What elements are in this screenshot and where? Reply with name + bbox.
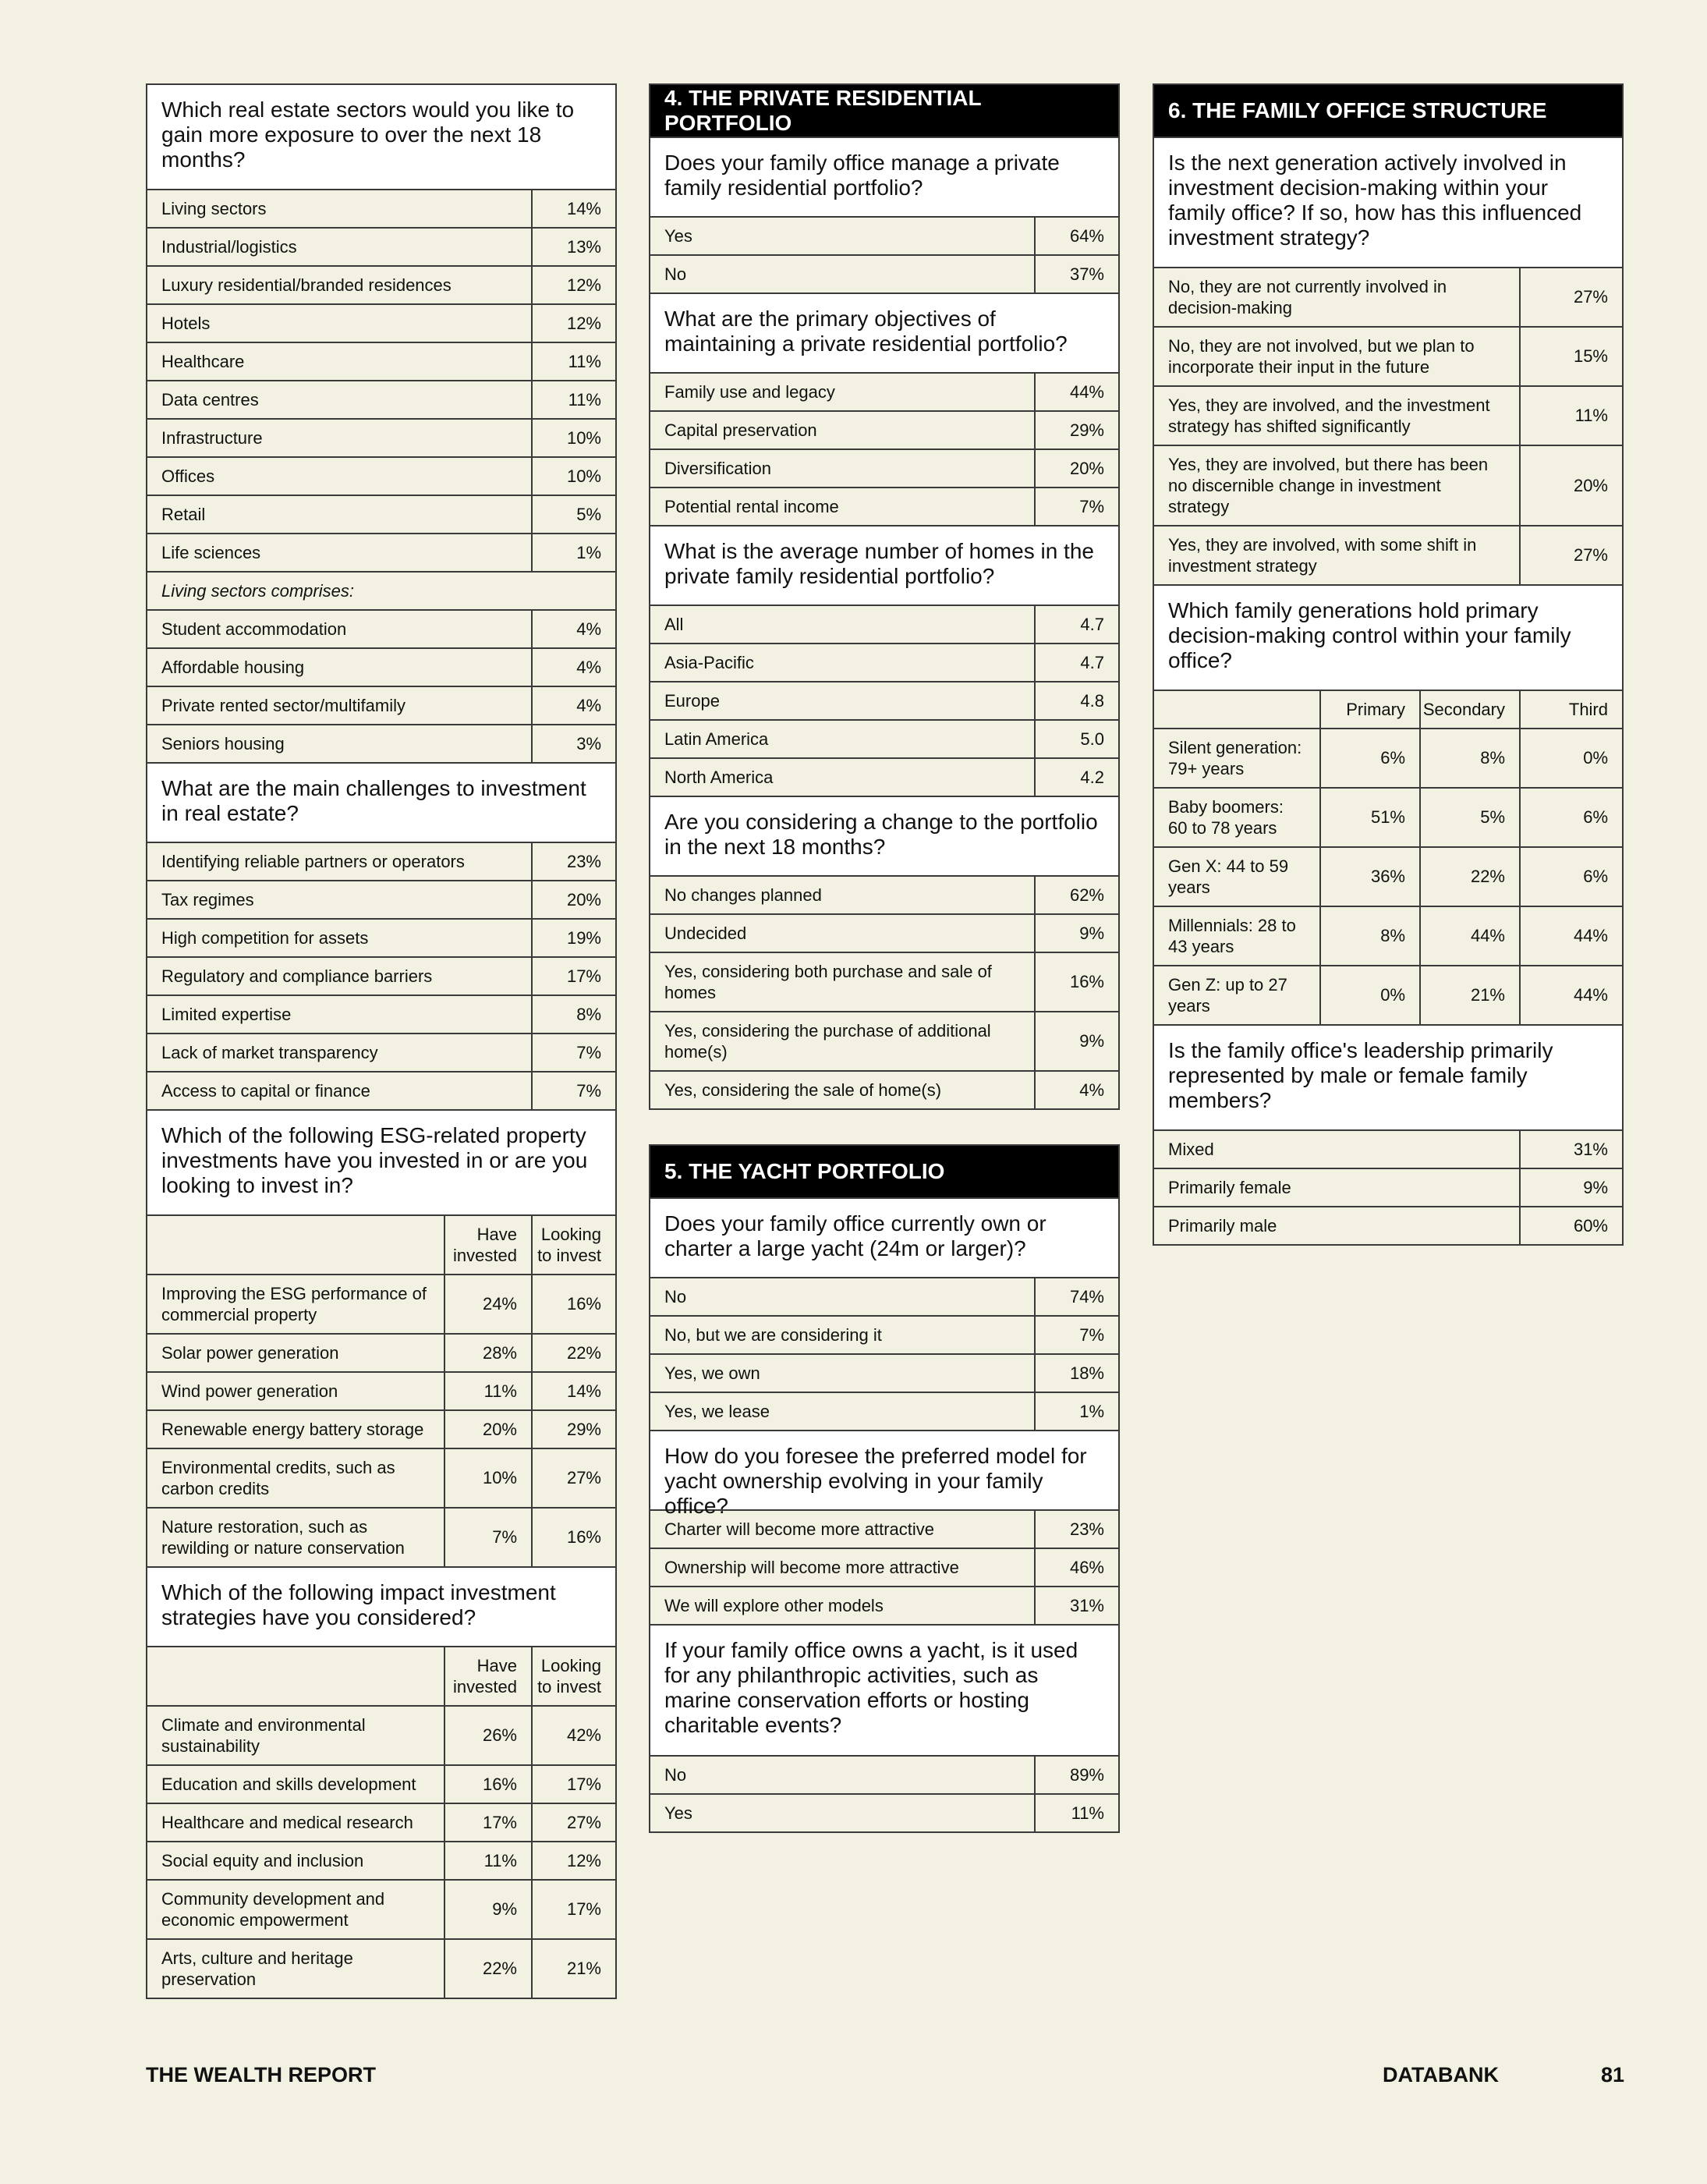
row-label: Silent generation: 79+ years bbox=[1168, 738, 1302, 778]
table-row bbox=[650, 488, 1118, 526]
table-row bbox=[147, 687, 615, 725]
row-value: 23% bbox=[1034, 1511, 1118, 1548]
section-title: 6. THE FAMILY OFFICE STRUCTURE bbox=[1154, 85, 1622, 138]
table-row bbox=[1154, 526, 1622, 586]
table-row bbox=[650, 915, 1118, 953]
row-label: Yes bbox=[664, 226, 692, 246]
generations-table-header bbox=[1154, 691, 1622, 729]
table-row bbox=[650, 644, 1118, 682]
row-label: No bbox=[664, 1765, 687, 1785]
row-label: All bbox=[664, 615, 684, 634]
row-value: 27% bbox=[1519, 526, 1622, 584]
row-value: 37% bbox=[1034, 256, 1118, 292]
row-value: 13% bbox=[531, 229, 615, 265]
row-label: Potential rental income bbox=[664, 497, 839, 516]
row-label: Improving the ESG performance of commercial property bbox=[161, 1284, 427, 1324]
table-row bbox=[147, 1707, 615, 1766]
have-invested-value: 11% bbox=[444, 1842, 531, 1879]
row-value: 4.7 bbox=[1034, 644, 1118, 681]
row-label: Gen Z: up to 27 years bbox=[1168, 975, 1287, 1016]
question-portfolio-change: Are you considering a change to the portfolio in the next 18 months? bbox=[650, 797, 1118, 877]
table-row bbox=[1154, 729, 1622, 789]
row-value: 4% bbox=[531, 687, 615, 724]
row-label: Retail bbox=[161, 505, 206, 524]
have-invested-value: 17% bbox=[444, 1804, 531, 1841]
row-label: Seniors housing bbox=[161, 734, 285, 753]
row-value: 46% bbox=[1034, 1549, 1118, 1586]
table-row bbox=[147, 305, 615, 343]
row-value: 10% bbox=[531, 420, 615, 456]
row-label: Yes bbox=[664, 1803, 692, 1823]
table-row bbox=[650, 1317, 1118, 1355]
table-row bbox=[650, 606, 1118, 644]
row-label: We will explore other models bbox=[664, 1596, 884, 1615]
table-row bbox=[1154, 966, 1622, 1026]
row-label: Social equity and inclusion bbox=[161, 1851, 364, 1870]
row-label: Yes, considering the purchase of additional home(s) bbox=[664, 1021, 991, 1062]
table-row bbox=[147, 1881, 615, 1940]
table-row bbox=[147, 534, 615, 573]
row-value: 11% bbox=[531, 343, 615, 380]
family-office-structure-section bbox=[1153, 83, 1624, 1246]
row-value: 7% bbox=[1034, 1317, 1118, 1353]
table-row bbox=[147, 343, 615, 381]
table-row bbox=[650, 682, 1118, 721]
have-invested-value: 28% bbox=[444, 1335, 531, 1371]
table-row bbox=[147, 1766, 615, 1804]
header-third: Third bbox=[1519, 691, 1622, 728]
row-value: 1% bbox=[1034, 1393, 1118, 1430]
table-row bbox=[147, 1940, 615, 1999]
row-value: 7% bbox=[1034, 488, 1118, 525]
row-value: 3% bbox=[531, 725, 615, 762]
row-label: No bbox=[664, 1287, 687, 1306]
publication-name: THE WEALTH REPORT bbox=[146, 2063, 376, 2086]
table-row bbox=[1154, 328, 1622, 387]
table-row bbox=[1154, 1169, 1622, 1207]
secondary-value: 22% bbox=[1419, 848, 1519, 906]
table-row bbox=[650, 218, 1118, 256]
looking-to-invest-value: 17% bbox=[531, 1766, 615, 1803]
secondary-value: 21% bbox=[1419, 966, 1519, 1024]
table-row bbox=[650, 1549, 1118, 1587]
secondary-value: 8% bbox=[1419, 729, 1519, 787]
table-row bbox=[650, 759, 1118, 797]
third-value: 44% bbox=[1519, 907, 1622, 965]
row-label: Private rented sector/multifamily bbox=[161, 696, 406, 715]
table-row bbox=[1154, 268, 1622, 328]
row-value: 4.8 bbox=[1034, 682, 1118, 719]
table-row bbox=[650, 1757, 1118, 1795]
row-value: 89% bbox=[1034, 1757, 1118, 1793]
row-value: 20% bbox=[531, 881, 615, 918]
table-row bbox=[147, 996, 615, 1034]
table-row bbox=[650, 1511, 1118, 1549]
table-row bbox=[147, 725, 615, 764]
looking-to-invest-value: 12% bbox=[531, 1842, 615, 1879]
row-label: Yes, they are involved, but there has been no discernible change in investment strategy bbox=[1168, 455, 1489, 516]
row-value: 31% bbox=[1034, 1587, 1118, 1624]
have-invested-value: 11% bbox=[444, 1373, 531, 1409]
primary-value: 6% bbox=[1319, 729, 1419, 787]
table-row bbox=[147, 1373, 615, 1411]
row-label: Primarily male bbox=[1168, 1216, 1277, 1236]
table-row bbox=[650, 1072, 1118, 1110]
table-row bbox=[147, 611, 615, 649]
row-label: Yes, they are involved, with some shift in investment strategy bbox=[1168, 535, 1477, 576]
row-label: Millennials: 28 to 43 years bbox=[1168, 916, 1296, 956]
question-average-homes: What is the average number of homes in the private family residential portfolio? bbox=[650, 526, 1118, 606]
row-label: Charter will become more attractive bbox=[664, 1519, 935, 1539]
looking-to-invest-value: 27% bbox=[531, 1449, 615, 1507]
row-label: Regulatory and compliance barriers bbox=[161, 966, 433, 986]
table-row bbox=[147, 649, 615, 687]
table-row bbox=[147, 381, 615, 420]
section-name: DATABANK bbox=[1383, 2063, 1499, 2086]
row-label: Renewable energy battery storage bbox=[161, 1420, 424, 1439]
row-value: 29% bbox=[1034, 412, 1118, 448]
row-label: Life sciences bbox=[161, 543, 261, 562]
living-sectors-note: Living sectors comprises: bbox=[147, 573, 615, 611]
row-value: 15% bbox=[1519, 328, 1622, 385]
question-impact-strategies: Which of the following impact investment strategies have you considered? bbox=[147, 1568, 615, 1647]
secondary-value: 5% bbox=[1419, 789, 1519, 846]
row-value: 11% bbox=[531, 381, 615, 418]
header-secondary: Secondary bbox=[1419, 691, 1519, 728]
table-row bbox=[147, 420, 615, 458]
header-primary: Primary bbox=[1319, 691, 1419, 728]
row-label: Nature restoration, such as rewilding or nature conservation bbox=[161, 1517, 405, 1558]
row-value: 74% bbox=[1034, 1278, 1118, 1315]
row-label: Environmental credits, such as carbon credits bbox=[161, 1458, 395, 1498]
row-value: 4.7 bbox=[1034, 606, 1118, 643]
row-label: Capital preservation bbox=[664, 420, 817, 440]
third-value: 0% bbox=[1519, 729, 1622, 787]
row-label: Climate and environmental sustainability bbox=[161, 1715, 366, 1756]
row-label: Mixed bbox=[1168, 1140, 1214, 1159]
row-label: High competition for assets bbox=[161, 928, 369, 948]
row-label: Baby boomers: 60 to 78 years bbox=[1168, 797, 1284, 838]
table-row bbox=[147, 1034, 615, 1072]
row-label: Yes, considering both purchase and sale of homes bbox=[664, 962, 992, 1002]
question-yacht-philanthropy: If your family office owns a yacht, is it used for any philanthropic activities, such as marine conservation efforts or hosting charitable events? bbox=[650, 1626, 1118, 1757]
question-next-generation: Is the next generation actively involved in investment decision-making within your family office? If so, how has this influenced investment strategy? bbox=[1154, 138, 1622, 268]
row-value: 5% bbox=[531, 496, 615, 533]
row-value: 64% bbox=[1034, 218, 1118, 254]
question-own-yacht: Does your family office currently own or charter a large yacht (24m or larger)? bbox=[650, 1199, 1118, 1278]
row-label: Offices bbox=[161, 466, 215, 486]
page-number: 81 bbox=[1601, 2063, 1625, 2086]
table-row bbox=[147, 1072, 615, 1111]
looking-to-invest-value: 22% bbox=[531, 1335, 615, 1371]
have-invested-value: 10% bbox=[444, 1449, 531, 1507]
have-invested-value: 20% bbox=[444, 1411, 531, 1448]
looking-to-invest-value: 29% bbox=[531, 1411, 615, 1448]
table-row bbox=[650, 1012, 1118, 1072]
row-value: 18% bbox=[1034, 1355, 1118, 1392]
row-label: Data centres bbox=[161, 390, 259, 410]
row-value: 12% bbox=[531, 305, 615, 342]
row-label: Limited expertise bbox=[161, 1005, 292, 1024]
row-value: 11% bbox=[1034, 1795, 1118, 1831]
real-estate-column bbox=[146, 83, 617, 1999]
row-label: Europe bbox=[664, 691, 720, 711]
row-label: Undecided bbox=[664, 924, 747, 943]
table-row bbox=[147, 843, 615, 881]
row-label: Living sectors bbox=[161, 199, 267, 218]
row-value: 4% bbox=[531, 649, 615, 686]
question-manage-portfolio: Does your family office manage a private family residential portfolio? bbox=[650, 138, 1118, 218]
table-row bbox=[147, 1449, 615, 1509]
row-label: Healthcare bbox=[161, 352, 245, 371]
header-have-invested: Have invested bbox=[444, 1216, 531, 1274]
table-row bbox=[650, 1795, 1118, 1833]
table-row bbox=[147, 229, 615, 267]
row-label: No, but we are considering it bbox=[664, 1325, 882, 1345]
row-value: 11% bbox=[1519, 387, 1622, 445]
looking-to-invest-value: 42% bbox=[531, 1707, 615, 1764]
looking-to-invest-value: 16% bbox=[531, 1509, 615, 1566]
row-value: 16% bbox=[1034, 953, 1118, 1011]
table-row bbox=[1154, 1207, 1622, 1246]
row-label: Student accommodation bbox=[161, 619, 347, 639]
table-row bbox=[147, 1335, 615, 1373]
row-label: Diversification bbox=[664, 459, 771, 478]
row-value: 19% bbox=[531, 920, 615, 956]
table-row bbox=[1154, 1131, 1622, 1169]
table-row bbox=[147, 496, 615, 534]
table-row bbox=[650, 1278, 1118, 1317]
yacht-section bbox=[649, 1144, 1120, 1833]
row-label: Tax regimes bbox=[161, 890, 254, 909]
table-row bbox=[147, 190, 615, 229]
table-row bbox=[147, 267, 615, 305]
section-title: 4. THE PRIVATE RESIDENTIAL PORTFOLIO bbox=[650, 85, 1118, 138]
table-row bbox=[1154, 907, 1622, 966]
row-value: 8% bbox=[531, 996, 615, 1033]
looking-to-invest-value: 21% bbox=[531, 1940, 615, 1998]
section-title: 5. THE YACHT PORTFOLIO bbox=[650, 1146, 1118, 1199]
table-row bbox=[147, 458, 615, 496]
row-label: Ownership will become more attractive bbox=[664, 1558, 959, 1577]
table-row bbox=[650, 412, 1118, 450]
row-label: Access to capital or finance bbox=[161, 1081, 370, 1101]
table-row bbox=[1154, 789, 1622, 848]
third-value: 44% bbox=[1519, 966, 1622, 1024]
have-invested-value: 16% bbox=[444, 1766, 531, 1803]
row-label: Gen X: 44 to 59 years bbox=[1168, 856, 1289, 897]
row-label: Yes, we lease bbox=[664, 1402, 770, 1421]
row-label: Lack of market transparency bbox=[161, 1043, 378, 1062]
row-label: Affordable housing bbox=[161, 658, 305, 677]
secondary-value: 44% bbox=[1419, 907, 1519, 965]
row-label: Asia-Pacific bbox=[664, 653, 754, 672]
primary-value: 8% bbox=[1319, 907, 1419, 965]
row-value: 31% bbox=[1519, 1131, 1622, 1168]
row-label: Hotels bbox=[161, 314, 211, 333]
table-row bbox=[650, 721, 1118, 759]
row-value: 9% bbox=[1519, 1169, 1622, 1206]
table-row bbox=[147, 1411, 615, 1449]
row-value: 44% bbox=[1034, 374, 1118, 410]
table-row bbox=[147, 1842, 615, 1881]
table-row bbox=[650, 1355, 1118, 1393]
table-row bbox=[147, 920, 615, 958]
row-value: 20% bbox=[1034, 450, 1118, 487]
header-have-invested: Have invested bbox=[444, 1647, 531, 1705]
row-value: 20% bbox=[1519, 446, 1622, 525]
row-label: Arts, culture and heritage preservation bbox=[161, 1948, 353, 1989]
row-label: No changes planned bbox=[664, 885, 822, 905]
row-label: No, they are not currently involved in decision-making bbox=[1168, 277, 1447, 317]
row-value: 62% bbox=[1034, 877, 1118, 913]
question-sector-exposure: Which real estate sectors would you like to gain more exposure to over the next 18 months? bbox=[147, 85, 615, 190]
have-invested-value: 9% bbox=[444, 1881, 531, 1938]
table-row bbox=[650, 450, 1118, 488]
row-label: Education and skills development bbox=[161, 1774, 416, 1794]
private-residential-section bbox=[649, 83, 1120, 1110]
question-leadership-gender: Is the family office's leadership primarily represented by male or female family members? bbox=[1154, 1026, 1622, 1131]
impact-table-header bbox=[147, 1647, 615, 1707]
question-portfolio-objectives: What are the primary objectives of maintaining a private residential portfolio? bbox=[650, 294, 1118, 374]
row-label: Industrial/logistics bbox=[161, 237, 297, 257]
row-label: No bbox=[664, 264, 687, 284]
row-label: Healthcare and medical research bbox=[161, 1813, 413, 1832]
row-label: Community development and economic empowerment bbox=[161, 1889, 385, 1930]
looking-to-invest-value: 27% bbox=[531, 1804, 615, 1841]
row-label: Latin America bbox=[664, 729, 769, 749]
row-label: Yes, we own bbox=[664, 1363, 760, 1383]
table-row bbox=[147, 958, 615, 996]
esg-table-header bbox=[147, 1216, 615, 1275]
row-label: Yes, they are involved, and the investment strategy has shifted significantly bbox=[1168, 395, 1490, 436]
row-value: 14% bbox=[531, 190, 615, 227]
have-invested-value: 7% bbox=[444, 1509, 531, 1566]
row-label: Yes, considering the sale of home(s) bbox=[664, 1080, 942, 1100]
third-value: 6% bbox=[1519, 848, 1622, 906]
header-looking-to-invest: Looking to invest bbox=[531, 1647, 615, 1705]
row-value: 7% bbox=[531, 1034, 615, 1071]
row-value: 60% bbox=[1519, 1207, 1622, 1244]
row-label: Luxury residential/branded residences bbox=[161, 275, 452, 295]
question-investment-challenges: What are the main challenges to investment in real estate? bbox=[147, 764, 615, 843]
table-row bbox=[650, 256, 1118, 294]
row-value: 12% bbox=[531, 267, 615, 303]
question-esg-investments: Which of the following ESG-related property investments have you invested in or are you looking to invest in? bbox=[147, 1111, 615, 1216]
table-row bbox=[650, 877, 1118, 915]
row-label: North America bbox=[664, 768, 774, 787]
table-row bbox=[650, 1587, 1118, 1626]
table-row bbox=[147, 1509, 615, 1568]
table-row bbox=[1154, 848, 1622, 907]
have-invested-value: 22% bbox=[444, 1940, 531, 1998]
row-value: 17% bbox=[531, 958, 615, 994]
table-row bbox=[147, 1804, 615, 1842]
row-value: 4% bbox=[531, 611, 615, 647]
table-row bbox=[147, 881, 615, 920]
primary-value: 51% bbox=[1319, 789, 1419, 846]
row-value: 9% bbox=[1034, 915, 1118, 952]
row-value: 4.2 bbox=[1034, 759, 1118, 796]
looking-to-invest-value: 14% bbox=[531, 1373, 615, 1409]
row-label: Infrastructure bbox=[161, 428, 263, 448]
row-value: 9% bbox=[1034, 1012, 1118, 1070]
header-looking-to-invest: Looking to invest bbox=[531, 1216, 615, 1274]
table-row bbox=[650, 1393, 1118, 1431]
looking-to-invest-value: 17% bbox=[531, 1881, 615, 1938]
row-label: Wind power generation bbox=[161, 1381, 338, 1401]
primary-value: 0% bbox=[1319, 966, 1419, 1024]
question-yacht-model: How do you foresee the preferred model for yacht ownership evolving in your family office? bbox=[650, 1431, 1118, 1511]
row-value: 4% bbox=[1034, 1072, 1118, 1108]
row-label: Family use and legacy bbox=[664, 382, 835, 402]
looking-to-invest-value: 16% bbox=[531, 1275, 615, 1333]
row-label: Solar power generation bbox=[161, 1343, 339, 1363]
table-row bbox=[650, 374, 1118, 412]
row-value: 7% bbox=[531, 1072, 615, 1109]
row-label: No, they are not involved, but we plan to incorporate their input in the future bbox=[1168, 336, 1475, 377]
row-value: 27% bbox=[1519, 268, 1622, 326]
have-invested-value: 26% bbox=[444, 1707, 531, 1764]
primary-value: 36% bbox=[1319, 848, 1419, 906]
table-row bbox=[650, 953, 1118, 1012]
table-row bbox=[147, 1275, 615, 1335]
question-generations-control: Which family generations hold primary decision-making control within your family office? bbox=[1154, 586, 1622, 691]
row-label: Primarily female bbox=[1168, 1178, 1291, 1197]
row-value: 23% bbox=[531, 843, 615, 880]
row-value: 10% bbox=[531, 458, 615, 495]
table-row bbox=[1154, 387, 1622, 446]
have-invested-value: 24% bbox=[444, 1275, 531, 1333]
row-value: 1% bbox=[531, 534, 615, 571]
table-row bbox=[1154, 446, 1622, 526]
third-value: 6% bbox=[1519, 789, 1622, 846]
row-value: 5.0 bbox=[1034, 721, 1118, 757]
row-label: Identifying reliable partners or operators bbox=[161, 852, 465, 871]
